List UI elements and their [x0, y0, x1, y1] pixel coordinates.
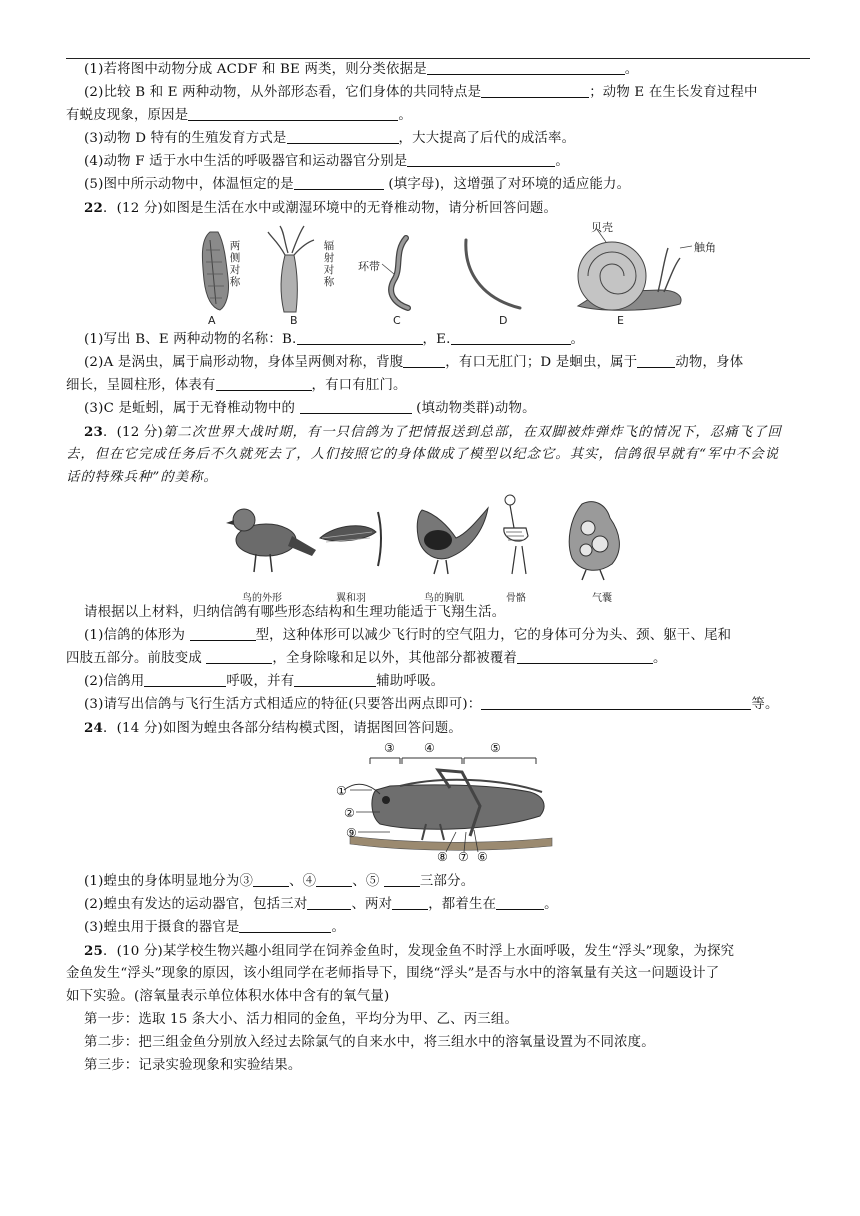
invertebrates-figure	[180, 220, 720, 330]
letter-d: D	[499, 314, 508, 327]
caption-chest-muscle: 鸟的胸肌	[424, 593, 464, 604]
q25-line-3: 如下实验。(溶氧量表示单位体积水体中含有的氧气量)	[66, 989, 390, 1004]
answer-blank[interactable]	[481, 83, 589, 98]
answer-blank[interactable]	[316, 872, 352, 887]
q25-step-2: 第二步：把三组金鱼分别放入经过去除氯气的自来水中，将三组水中的溶氧量设置为不同浓度。	[84, 1035, 655, 1050]
mark-7: ⑦	[458, 850, 469, 864]
answer-blank[interactable]	[637, 353, 675, 368]
bird-outline-drawing	[226, 509, 316, 572]
q23-story-2: 去，但在它完成任务后不久就死去了，人们按照它的身体做成了模型以纪念它。其实，信鸽很早就有“军中不会说	[66, 447, 779, 462]
q25-line-1: 25．(10 分)某学校生物兴趣小组同学在饲养金鱼时，发现金鱼不时浮上水面呼吸，发生“浮头”现象，为探究	[84, 943, 735, 959]
q21-line-2: (2)比较 B 和 E 两种动物，从外部形态看，它们身体的共同特点是 ；动物 E 在生长发育过程中	[84, 85, 758, 100]
grasshopper-drawing	[344, 758, 552, 852]
answer-blank[interactable]	[216, 376, 312, 391]
answer-blank[interactable]	[188, 106, 398, 121]
label-bilateral: 两侧对称	[229, 240, 241, 288]
q24-line-3: (3)蝗虫用于摄食的器官是 。	[84, 920, 346, 935]
q25-step-3: 第三步：记录实验现象和实验结果。	[84, 1058, 302, 1073]
bird-figure	[226, 488, 656, 588]
letter-e: E	[617, 314, 624, 327]
q23-stem: 23．(12 分)第二次世界大战时期，有一只信鸽为了把情报送到总部，在双脚被炸弹炸飞的情况下，忍痛飞了回	[84, 424, 782, 440]
mark-9: ⑨	[346, 826, 357, 840]
q23-line-1: (1)信鸽的体形为 型，这种体形可以减少飞行时的空气阻力，它的身体可分为头、颈、躯干、尾和	[84, 628, 732, 643]
q22-line-3: 细长，呈圆柱形，体表有 ，有口有肛门。	[66, 378, 407, 393]
answer-blank[interactable]	[407, 152, 555, 167]
q21-line-6: (5)图中所示动物中，体温恒定的是 (填字母)，这增强了对环境的适应能力。	[84, 177, 631, 192]
q23-line-3: (2)信鸽用 呼吸，并有 辅助呼吸。	[84, 674, 445, 689]
answer-blank[interactable]	[427, 60, 625, 75]
letter-b: B	[290, 314, 298, 327]
wing-feather-drawing	[320, 512, 381, 566]
q21-line-1: (1)若将图中动物分成 ACDF 和 BE 两类，则分类依据是 。	[84, 62, 639, 77]
q25-step-1: 第一步：选取 15 条大小、活力相同的金鱼，平均分为甲、乙、丙三组。	[84, 1012, 519, 1027]
mark-3: ③	[384, 741, 395, 755]
mark-5: ⑤	[490, 741, 501, 755]
q23-line-4: (3)请写出信鸽与飞行生活方式相适应的特征(只要答出两点即可)： 等。	[84, 697, 779, 712]
answer-blank[interactable]	[481, 695, 751, 710]
letter-a: A	[208, 314, 216, 327]
q21-line-3: 有蜕皮现象，原因是 。	[66, 108, 412, 123]
answer-blank[interactable]	[239, 918, 331, 933]
answer-blank[interactable]	[253, 872, 289, 887]
q24-line-2: (2)蝗虫有发达的运动器官，包括三对 、两对 ，都着生在 。	[84, 897, 558, 912]
q24-line-1: (1)蝗虫的身体明显地分为③ 、④ 、⑤ 三部分。	[84, 874, 475, 889]
mark-2: ②	[344, 806, 355, 820]
answer-blank[interactable]	[206, 649, 272, 664]
label-tentacle: 触角	[694, 241, 716, 254]
answer-blank[interactable]	[384, 872, 420, 887]
answer-blank[interactable]	[144, 672, 226, 687]
q22-stem: 22．(12 分)如图是生活在水中或潮湿环境中的无脊椎动物，请分析回答问题。	[84, 200, 558, 216]
mark-1: ①	[336, 784, 347, 798]
answer-blank[interactable]	[517, 649, 653, 664]
header-rule	[66, 58, 810, 59]
snail-drawing	[578, 228, 692, 310]
label-shell: 贝壳	[591, 221, 613, 234]
answer-blank[interactable]	[300, 399, 412, 414]
q23-line-2: 四肢五部分。前肢变成 ，全身除喙和足以外，其他部分都被覆着 。	[66, 651, 667, 666]
caption-air-sac: 气囊	[592, 593, 612, 604]
mark-4: ④	[424, 741, 435, 755]
air-sac-drawing	[569, 502, 619, 580]
answer-blank[interactable]	[294, 175, 384, 190]
answer-blank[interactable]	[294, 672, 376, 687]
caption-skeleton: 骨骼	[506, 593, 526, 604]
q22-line-2: (2)A 是涡虫，属于扁形动物，身体呈两侧对称，背腹 ，有口无肛门；D 是蛔虫，属于 动物，身体	[84, 355, 744, 370]
letter-c: C	[393, 314, 401, 327]
answer-blank[interactable]	[307, 895, 351, 910]
answer-blank[interactable]	[403, 353, 445, 368]
answer-blank[interactable]	[287, 129, 399, 144]
roundworm-drawing	[466, 240, 520, 308]
caption-bird-outline: 鸟的外形	[242, 593, 282, 604]
q22-line-4: (3)C 是蚯蚓，属于无脊椎动物中的 (填动物类群)动物。	[84, 401, 536, 416]
q22-line-1: (1)写出 B、E 两种动物的名称：B. ，E. 。	[84, 332, 585, 347]
chest-muscle-drawing	[417, 508, 488, 574]
flatworm-drawing	[202, 232, 228, 310]
skeleton-drawing	[504, 495, 528, 574]
answer-blank[interactable]	[392, 895, 428, 910]
q23-intro: 请根据以上材料，归纳信鸽有哪些形态结构和生理功能适于飞翔生活。	[84, 605, 506, 620]
q23-story-3: 话的特殊兵种”的美称。	[66, 470, 218, 485]
earthworm-drawing	[382, 238, 408, 308]
caption-wing-feather: 翼和羽	[336, 593, 366, 604]
q21-line-4: (3)动物 D 特有的生殖发育方式是 ，大大提高了后代的成活率。	[84, 131, 576, 146]
q24-stem: 24．(14 分)如图为蝗虫各部分结构模式图，请据图回答问题。	[84, 720, 462, 736]
label-clitellum: 环带	[358, 260, 380, 273]
grasshopper-figure	[330, 740, 560, 868]
answer-blank[interactable]	[496, 895, 544, 910]
label-radial: 辐射对称	[323, 240, 335, 288]
q21-line-5: (4)动物 F 适于水中生活的呼吸器官和运动器官分别是 。	[84, 154, 569, 169]
hydra-drawing	[268, 226, 314, 312]
answer-blank[interactable]	[190, 626, 256, 641]
mark-8: ⑧	[437, 850, 448, 864]
answer-blank[interactable]	[451, 330, 571, 345]
q25-line-2: 金鱼发生“浮头”现象的原因，该小组同学在老师指导下，围绕“浮头”是否与水中的溶氧量有关这一问题设计了	[66, 966, 720, 981]
answer-blank[interactable]	[297, 330, 423, 345]
mark-6: ⑥	[477, 850, 488, 864]
